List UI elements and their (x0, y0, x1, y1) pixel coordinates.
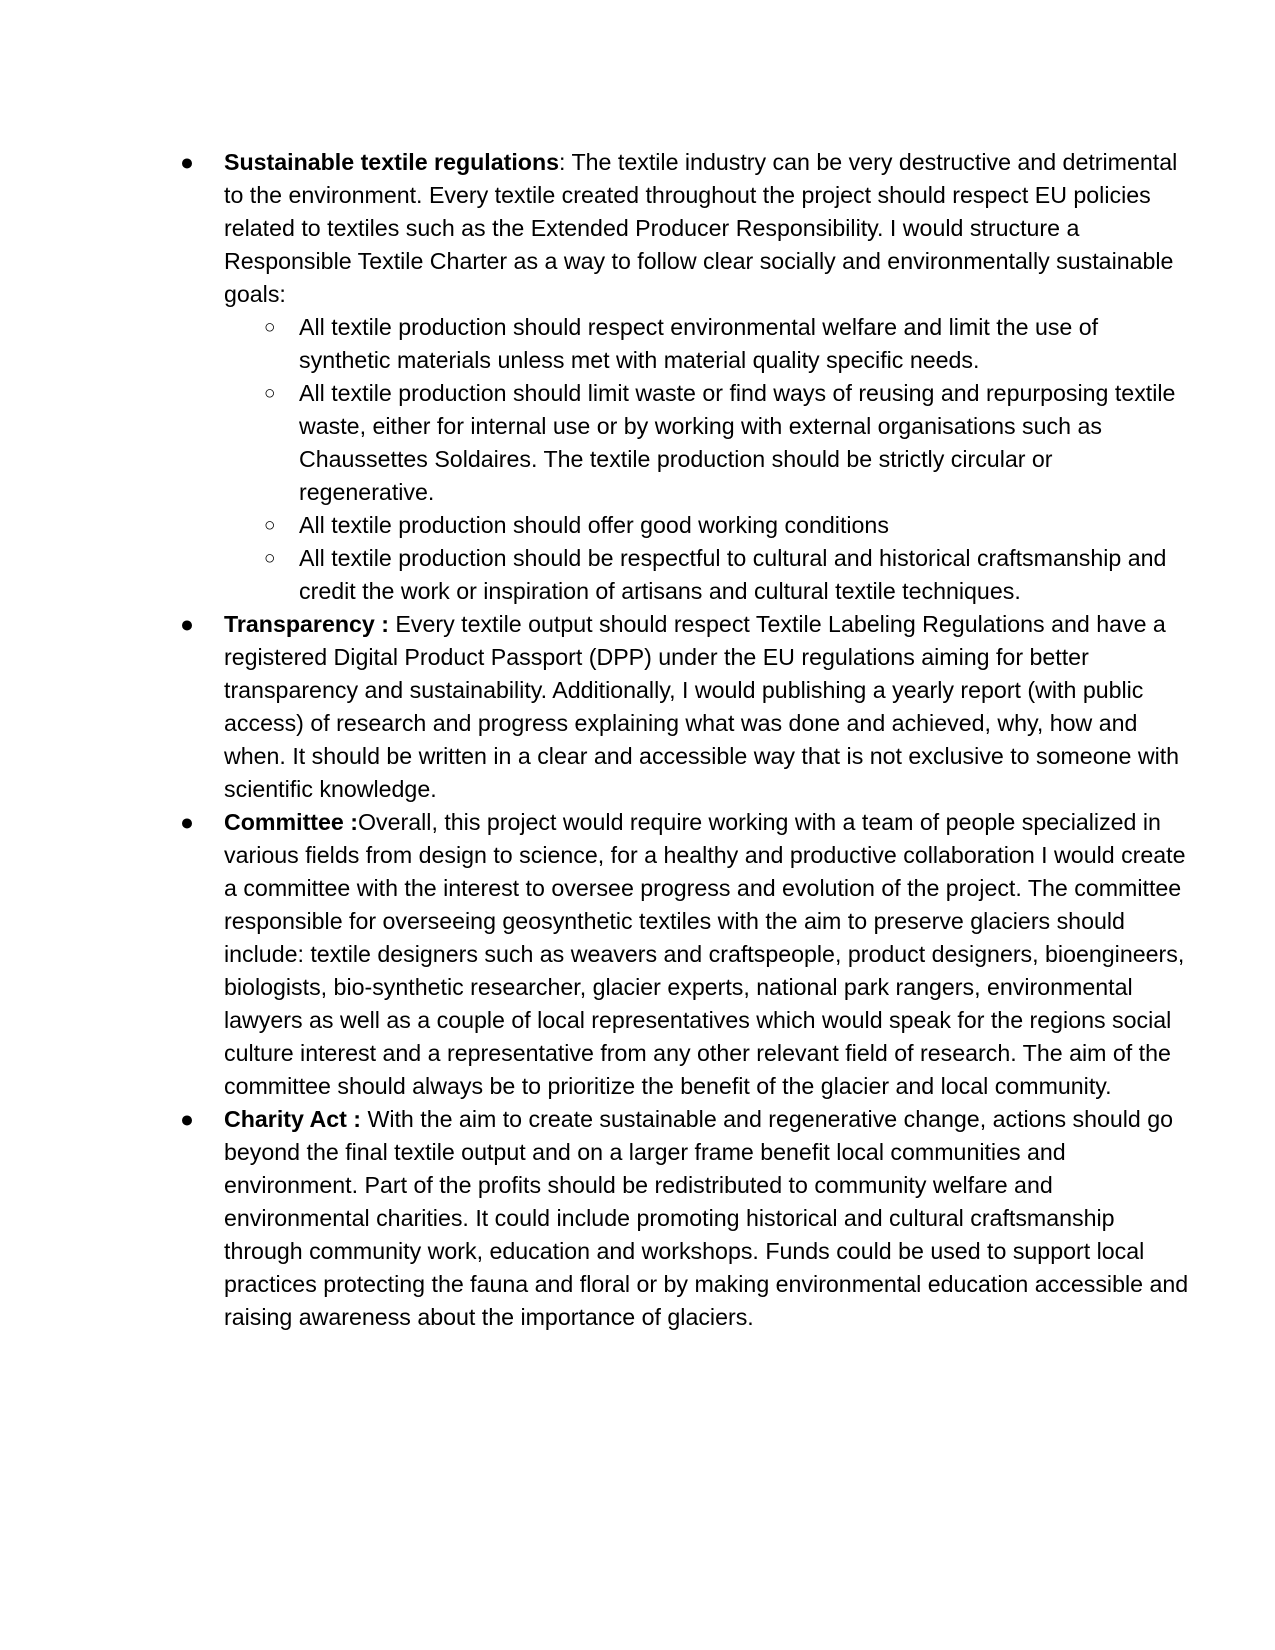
item-text: : The textile industry can be very destructive and detrimental to the environment. Every textile created throughout the project should respect EU policies related to textiles such as the Extended Producer Responsibility. I would structure a Responsible Textile Charter as a way to follow clear socially and environmentally sustainable goals: (224, 149, 1178, 307)
bullet-icon: ● (180, 1106, 195, 1132)
sub-list-item (224, 377, 1190, 509)
bullet-icon: ● (180, 149, 195, 175)
item-term: Transparency : (224, 611, 389, 637)
circle-bullet-icon: ○ (264, 383, 276, 404)
list-item-transparency (180, 608, 1190, 806)
sub-list-item (224, 311, 1190, 377)
list-item-charity-act (180, 1103, 1190, 1334)
circle-bullet-icon: ○ (264, 317, 276, 338)
item-text: Overall, this project would require working with a team of people specialized in various fields from design to science, for a healthy and productive collaboration I would create a committee with the interest to oversee progress and evolution of the project. The committee responsible for overseeing geosynthetic textiles with the aim to preserve glaciers should include: textile designers such as weavers and craftspeople, product designers, bioengineers, biologists, bio-synthetic researcher, glacier experts, national park rangers, environmental lawyers as well as a couple of local representatives which would speak for the regions social culture interest and a representative from any other relevant field of research. The aim of the committee should always be to prioritize the benefit of the glacier and local community. (224, 809, 1186, 1099)
sub-list-item (224, 542, 1190, 608)
sub-item-text: All textile production should respect environmental welfare and limit the use of synthetic materials unless met with material quality specific needs. (299, 314, 1099, 373)
bullet-list (180, 146, 1190, 1334)
list-item-sustainable-textile-regulations (180, 146, 1190, 608)
list-item-committee (180, 806, 1190, 1103)
sub-item-text: All textile production should offer good working conditions (299, 512, 889, 538)
item-term: Charity Act : (224, 1106, 361, 1132)
sub-item-text: All textile production should be respectful to cultural and historical craftsmanship and credit the work or inspiration of artisans and cultural textile techniques. (299, 545, 1167, 604)
bullet-icon: ● (180, 809, 195, 835)
sub-bullet-list (224, 311, 1190, 608)
circle-bullet-icon: ○ (264, 515, 276, 536)
sub-item-text: All textile production should limit waste or find ways of reusing and repurposing textile waste, either for internal use or by working with external organisations such as Chaussettes Soldaires. The textile production should be strictly circular or regenerative. (299, 380, 1176, 505)
item-text: Every textile output should respect Textile Labeling Regulations and have a registered Digital Product Passport (DPP) under the EU regulations aiming for better transparency and sustainability. Additionally, I would publishing a yearly report (with public access) of research and progress explaining what was done and achieved, why, how and when. It should be written in a clear and accessible way that is not exclusive to someone with scientific knowledge. (224, 611, 1180, 802)
item-text: With the aim to create sustainable and regenerative change, actions should go beyond the final textile output and on a larger frame benefit local communities and environment. Part of the profits should be redistributed to community welfare and environmental charities. It could include promoting historical and cultural craftsmanship through community work, education and workshops. Funds could be used to support local practices protecting the fauna and floral or by making environmental education accessible and raising awareness about the importance of glaciers. (224, 1106, 1189, 1330)
circle-bullet-icon: ○ (264, 548, 276, 569)
sub-list-item (224, 509, 1190, 542)
item-term: Sustainable textile regulations (224, 149, 560, 175)
document-body (180, 146, 1190, 1334)
bullet-icon: ● (180, 611, 195, 637)
item-term: Committee : (224, 809, 358, 835)
